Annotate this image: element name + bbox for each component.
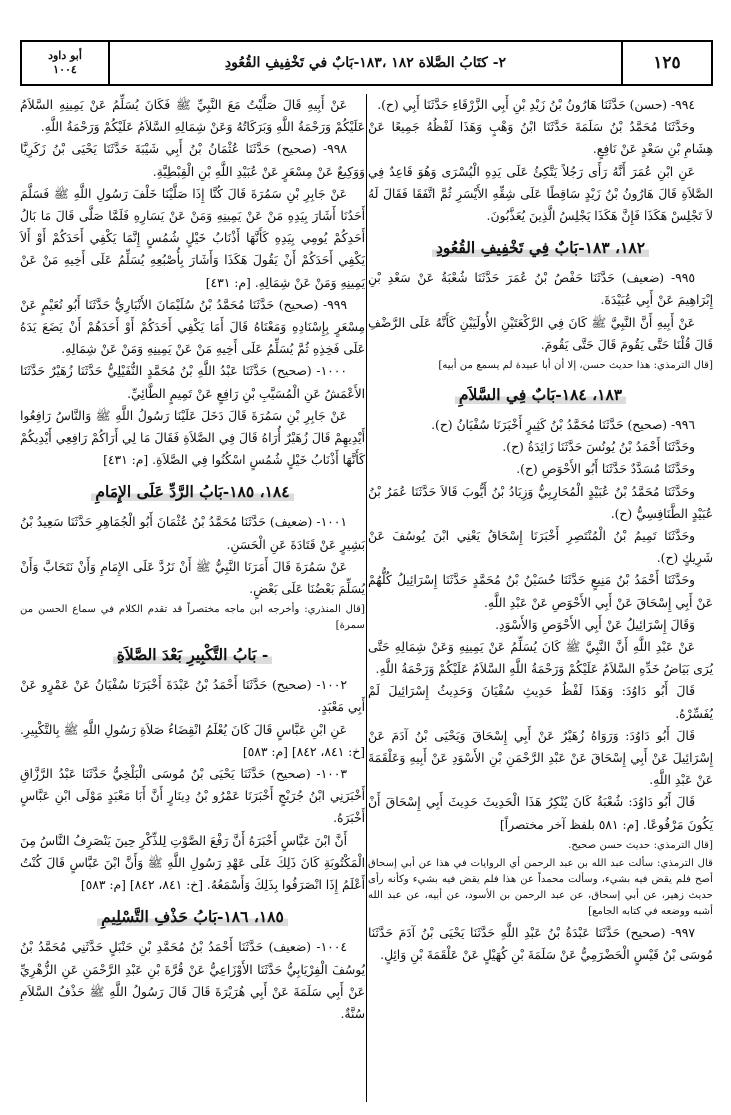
section-heading <box>368 384 713 406</box>
hadith-paragraph: ١٠٠٤- (ضعيف) حَدَّثَنَا أَحْمَدُ بْنُ مُحَمَّدِ بْنِ حَنْبَلٍ حَدَّثَنِي مُحَمَّدُ بْنُ يُوسُفَ الْفِرْيَابِيُّ حَدَّثَنَا الأَوْزَاعِيُّ عَنْ قُرَّةَ بْنِ عَبْدِ الرَّحْمَنِ عَنِ الزُّهْرِيِّ عَنْ أَبِي سَلَمَةَ عَنْ أَبِي هُرَيْرَةَ قَالَ قَالَ رَسُولُ اللَّهِ ﷺ حَذْفُ السَّلاَمِ سُنَّةٌ. <box>20 940 365 1021</box>
section-heading-text: ١٨٤، ١٨٥-بَابُ الرَّدِّ عَلَى الإِمَامِ <box>91 482 293 501</box>
hadith-paragraph: ١٠٠٠- (صحيح) حَدَّثَنَا عَبْدُ اللَّهِ بْنُ مُحَمَّدٍ النُّفَيْلِيُّ حَدَّثَنَا زُهَيْرٌ حَدَّثَنَا الأَعْمَشُ عَنِ الْمُسَيَّبِ بْنِ رَافِعٍ عَنْ تَمِيمٍ الطَّائِيِّ. <box>20 364 365 401</box>
hadith-paragraph: عَنْ جَابِرِ بْنِ سَمُرَةَ قَالَ كُنَّا إِذَا صَلَّيْنَا خَلْفَ رَسُولِ اللَّهِ ﷺ فَسَلَّمَ أَحَدُنَا أَشَارَ بِيَدِهِ مَنْ عَنْ يَمِينِهِ وَمَنْ عَنْ يَسَارِهِ فَلَمَّا صَلَّى قَالَ مَا بَالُ أَحَدِكُمْ يُومِي بِيَدِهِ كَأَنَّهَا أَذْنَابُ خَيْلٍ شُمُسٍ إِنَّمَا يَكْفِي أَحَدَكُمْ أَوْ أَلاَ يَكْفِي أَحَدَكُمْ أَنْ يَقُولَ هَكَذَا وَأَشَارَ بِأُصْبُعِهِ يُسَلِّمُ عَلَى أَخِيهِ مَنْ عَنْ يَمِينِهِ وَمَنْ عَنْ شِمَالِهِ. [م: ٤٣١] <box>20 186 365 290</box>
hadith-paragraph: عَنْ عَبْدِ اللَّهِ أَنَّ النَّبِيَّ ﷺ كَانَ يُسَلِّمُ عَنْ يَمِينِهِ وَعَنْ شِمَالِهِ حَتَّى يُرَى بَيَاضُ خَدِّهِ السَّلاَمُ عَلَيْكُمْ وَرَحْمَةُ اللَّهِ السَّلاَمُ عَلَيْكُمْ وَرَحْمَةُ اللَّهِ. <box>368 640 713 677</box>
footnote: [قال الترمذي: حديث حسن صحيح. <box>568 839 713 851</box>
column-divider <box>366 94 367 1102</box>
hadith-paragraph: وحَدَّثَنَا أَحْمَدُ بْنُ يُونُسَ حَدَّثَنَا زَائِدَةُ (ح). <box>502 440 695 455</box>
hadith-paragraph: عَنْ سَمُرَةَ قَالَ أَمَرَنَا النَّبِيُّ ﷺ أَنْ نَرُدَّ عَلَى الإِمَامِ وَأَنْ نَتَحَابَّ وَأَنْ يُسَلِّمَ بَعْضُنَا عَلَى بَعْضٍ. <box>20 559 365 597</box>
hadith-paragraph: عَنِ ابْنِ عَبَّاسٍ قَالَ كَانَ يُعْلَمُ انْقِضَاءُ صَلاَةِ رَسُولِ اللَّهِ ﷺ بِالتَّكْبِيرِ. [خ: ٨٤١، ٨٤٢] [م: ٥٨٣] <box>20 722 365 759</box>
section-heading-text: ١٨٢، ١٨٣-بَابٌ فِي تَخْفِيفِ القُعُودِ <box>432 238 649 257</box>
hadith-paragraph: وَقَالَ إِسْرَائِيلُ عَنْ أَبِي الأَحْوَصِ وَالأَسْوَدِ. <box>495 617 695 632</box>
section-heading <box>20 481 365 503</box>
hadith-paragraph: عَنِ ابْنِ عُمَرَ أَنَّهُ رَأَى رَجُلاً يَتَّكِئُ عَلَى يَدِهِ الْيُسْرَى وَهُوَ قَاعِدٌ فِي الصَّلاَةِ قَالَ هَارُونُ بْنُ زَيْدٍ سَاقِطًا عَلَى شِقِّهِ الأَيْسَرِ ثُمَّ اتَّفَقَا فَقَالَ لَهُ لاَ تَجْلِسْ هَكَذَا فَإِنَّ هَكَذَا يَجْلِسُ الَّذِينَ يُعَذَّبُونَ. <box>368 164 713 224</box>
footnote: [قال الترمذي: هذا حديث حسن، إلا أن أبا عبيدة لم يسمع من أبيه] <box>438 360 713 372</box>
hadith-paragraph: وحَدَّثَنَا مُسَدَّدٌ حَدَّثَنَا أَبُو الأَحْوَصِ (ح). <box>516 462 695 477</box>
header-book-ref <box>22 42 110 84</box>
hadith-paragraph: عَنْ جَابِرِ بْنِ سَمُرَةَ قَالَ دَخَلَ عَلَيْنَا رَسُولُ اللَّهِ ﷺ وَالنَّاسُ رَافِعُوا أَيْدِيهِمْ قَالَ زُهَيْرٌ أُرَاهُ قَالَ فِي الصَّلاَةِ فَقَالَ مَا لِي أَرَاكُمْ رَافِعِي أَيْدِيكُمْ كَأَنَّهَا أَذْنَابُ خَيْلٍ شُمُسٍ اسْكُنُوا فِي الصَّلاَةِ. [م: ٤٣١] <box>20 408 365 468</box>
hadith-paragraph: أَنَّ ابْنَ عَبَّاسٍ أَخْبَرَهُ أَنَّ رَفْعَ الصَّوْتِ لِلذِّكْرِ حِينَ يَنْصَرِفُ النَّاسُ مِنَ الْمَكْتُوبَةِ كَانَ ذَلِكَ عَلَى عَهْدِ رَسُولِ اللَّهِ ﷺ وَأَنَّ ابْنَ عَبَّاسٍ قَالَ كُنْتُ أَعْلَمُ إِذَا انْصَرَفُوا بِذَلِكَ وَأَسْمَعُهُ. [خ: ٨٤١، ٨٤٢] [م: ٥٨٣] <box>20 833 365 893</box>
hadith-paragraph: ١٠٠٣- (صحيح) حَدَّثَنَا يَحْيَى بْنُ مُوسَى الْبَلْخِيُّ حَدَّثَنَا عَبْدُ الرَّزَّاقِ أَخْبَرَنِي ابْنُ جُرَيْجٍ أَخْبَرَنَا عَمْرُو بْنُ دِينَارٍ أَنَّ أَبَا مَعْبَدٍ مَوْلَى ابْنِ عَبَّاسٍ أَخْبَرَهُ. <box>20 767 366 826</box>
section-heading <box>20 906 365 928</box>
hadith-paragraph: ١٠٠١- (ضعيف) حَدَّثَنَا مُحَمَّدُ بْنُ عُثْمَانَ أَبُو الْجُمَاهِرِ حَدَّثَنَا سَعِيدُ بْنُ بَشِيرٍ عَنْ قَتَادَةَ عَنِ الْحَسَنِ. <box>20 515 365 552</box>
hadith-paragraph: ٩٩٩- (صحيح) حَدَّثَنَا مُحَمَّدُ بْنُ سُلَيْمَانَ الأَنْبَارِيُّ حَدَّثَنَا أَبُو نُعَيْمٍ عَنْ مِسْعَرٍ بِإِسْنَادِهِ وَمَعْنَاهُ قَالَ أَمَا يَكْفِي أَحَدَكُمْ أَوْ أَحَدَهُمْ أَنْ يَضَعَ يَدَهُ عَلَى فَخِذِهِ ثُمَّ يُسَلِّمُ عَلَى أَخِيهِ مَنْ عَنْ يَمِينِهِ وَمَنْ عَنْ شِمَالِهِ. <box>20 297 365 357</box>
hadith-paragraph: قَالَ أَبُو دَاوُدَ: شُعْبَةُ كَانَ يُنْكِرُ هَذَا الْحَدِيثَ حَدِيثَ أَبِي إِسْحَاقَ أَنْ يَكُونَ مَرْفُوعًا. [م: ٥٨١ بلفظ آخر مختصراً] <box>368 795 713 832</box>
hadith-paragraph: قَالَ أَبُو دَاوُدَ: وَرَوَاهُ زُهَيْرٌ عَنْ أَبِي إِسْحَاقَ وَيَحْيَى بْنُ آدَمَ عَنْ إِسْرَائِيلَ عَنْ أَبِي إِسْحَاقَ عَنْ عَبْدِ الرَّحْمَنِ بْنِ الأَسْوَدِ عَنْ أَبِيهِ وَعَلْقَمَةَ عَنْ عَبْدِ اللَّهِ. <box>368 728 713 788</box>
hadith-paragraph: وحَدَّثَنَا مُحَمَّدُ بْنُ سَلَمَةَ حَدَّثَنَا ابْنُ وَهْبٍ وَهَذَا لَفْظُهُ جَمِيعًا عَنْ هِشَامِ بْنِ سَعْدٍ عَنْ نَافِعٍ. <box>368 120 713 157</box>
page-number: ١٢٥ <box>621 42 711 84</box>
hadith-paragraph: ٩٩٧- (صحيح) حَدَّثَنَا عَبْدَةُ بْنُ عَبْدِ اللَّهِ حَدَّثَنَا يَحْيَى بْنُ آدَمَ حَدَّثَنَا مُوسَى بْنُ قَيْسٍ الْحَضْرَمِيُّ عَنْ سَلَمَةَ بْنِ كُهَيْلٍ عَنْ عَلْقَمَةَ بْنِ وَائِلٍ. <box>368 925 713 963</box>
hadith-paragraph: وحَدَّثَنَا مُحَمَّدُ بْنُ عُبَيْدٍ الْمُحَارِبِيُّ وَزِيَادُ بْنُ أَيُّوبَ قَالاَ حَدَّثَنَا عُمَرُ بْنُ عُبَيْدٍ الطَّنَافِسِيُّ (ح). <box>368 484 713 521</box>
footnote: قال الترمذي: سألت عبد الله بن عبد الرحمن أي الروايات في هذا عن أبي إسحاق أصح فلم يقض فيه بشيء، وسألت محمداً عن هذا فلم يقض فيه بشيء وكأنه رأى حديث زهير، عن أبي إسحاق، عن عبد الرحمن بن الأسود، عن أبيه، عن عبد الله أشبه ووضعه في كتابه الجامع] <box>368 857 713 917</box>
hadith-paragraph: عَنْ أَبِيهِ قَالَ صَلَّيْتُ مَعَ النَّبِيِّ ﷺ فَكَانَ يُسَلِّمُ عَنْ يَمِينِهِ السَّلاَمُ عَلَيْكُمْ وَرَحْمَةُ اللَّهِ وَبَرَكَاتُهُ وَعَنْ شِمَالِهِ السَّلاَمُ عَلَيْكُمْ وَرَحْمَةُ اللَّهِ. <box>20 98 365 135</box>
footnote: [قال المنذري: وأخرجه ابن ماجه مختصراً قد تقدم الكلام في سماع الحسن من سمرة] <box>20 604 365 632</box>
section-heading <box>368 237 713 259</box>
section-heading <box>20 644 365 666</box>
hadith-paragraph: ٩٩٤- (حسن) حَدَّثَنَا هَارُونُ بْنُ زَيْدِ بْنِ أَبِي الزَّرْقَاءِ حَدَّثَنَا أَبِي (ح). <box>377 98 695 112</box>
header-book-name: أبو داود <box>48 48 82 62</box>
header-chapter-title: ٢- كتَابُ الصَّلاة ١٨٢ ،١٨٣-بَابٌ في تَخْفِيفِ القُعُودِ <box>224 55 507 71</box>
section-heading-text: ١٨٥، ١٨٦-بَابُ حَذْفِ التَّسْلِيمِ <box>97 907 288 926</box>
hadith-paragraph: وحَدَّثَنَا أَحْمَدُ بْنُ مَنِيعٍ حَدَّثَنَا حُسَيْنُ بْنُ مُحَمَّدٍ حَدَّثَنَا إِسْرَائِيلُ كُلُّهُمْ عَنْ أَبِي إِسْحَاقَ عَنْ أَبِي الأَحْوَصِ عَنْ عَبْدِ اللَّهِ. <box>368 573 713 610</box>
hadith-paragraph: قَالَ أَبُو دَاوُدَ: وَهَذَا لَفْظُ حَدِيثِ سُفْيَانَ وَحَدِيثُ إِسْرَائِيلَ لَمْ يُفَسِّرْهُ. <box>368 684 713 721</box>
page-header <box>20 40 713 86</box>
header-hadith-number: ١٠٠٤ <box>53 63 77 76</box>
hadith-paragraph: ٩٩٨- (صحيح) حَدَّثَنَا عُثْمَانُ بْنُ أَبِي شَيْبَةَ حَدَّثَنَا يَحْيَى بْنُ زَكَرِيَّا وَوَكِيعٌ عَنْ مِسْعَرٍ عَنْ عُبَيْدِ اللَّهِ بْنِ الْقِبْطِيَّةِ. <box>20 142 365 179</box>
left-column <box>20 94 365 1025</box>
section-heading-text: - بَابُ التَّكْبِيرِ بَعْدَ الصَّلاَةِ <box>113 645 273 664</box>
hadith-paragraph: ٩٩٦- (صحيح) حَدَّثَنَا مُحَمَّدُ بْنُ كَثِيرٍ أَخْبَرَنَا سُفْيَانُ (ح). <box>431 418 695 433</box>
hadith-paragraph: وحَدَّثَنَا تَمِيمُ بْنُ الْمُنْتَصِرِ أَخْبَرَنَا إِسْحَاقُ يَعْنِي ابْنَ يُوسُفَ عَنْ شَرِيكٍ (ح). <box>368 529 713 566</box>
hadith-paragraph: ٩٩٥- (ضعيف) حَدَّثَنَا حَفْصُ بْنُ عُمَرَ حَدَّثَنَا شُعْبَةُ عَنْ سَعْدِ بْنِ إِبْرَاهِيمَ عَنْ أَبِي عُبَيْدَةَ. <box>368 271 713 308</box>
hadith-paragraph: عَنْ أَبِيهِ أَنَّ النَّبِيَّ ﷺ كَانَ فِي الرَّكْعَتَيْنِ الأُولَيَيْنِ كَأَنَّهُ عَلَى الرَّضْفِ قَالَ قُلْنَا حَتَّى يَقُومَ قَالَ حَتَّى يَقُومَ. <box>368 315 713 352</box>
book-page <box>12 10 721 1108</box>
hadith-paragraph: ١٠٠٢- (صحيح) حَدَّثَنَا أَحْمَدُ بْنُ عَبْدَةَ أَخْبَرَنَا سُفْيَانُ عَنْ عَمْرٍو عَنْ أَبِي مَعْبَدٍ. <box>20 678 365 715</box>
right-column <box>368 94 713 966</box>
section-heading-text: ١٨٣، ١٨٤-بَابٌ فِي السَّلاَمِ <box>455 385 626 404</box>
